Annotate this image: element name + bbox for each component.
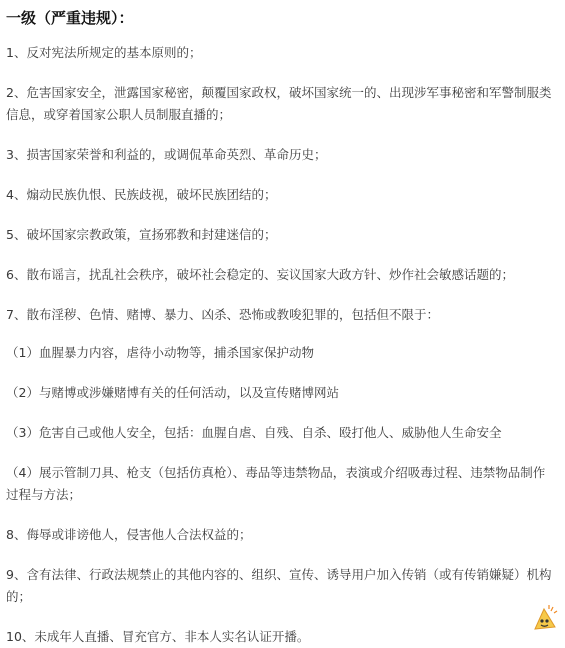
section-heading: 一级（严重违规）： bbox=[6, 9, 134, 27]
rule-item-4: 4、煽动民族仇恨、民族歧视，破坏民族团结的； bbox=[6, 187, 277, 202]
rule-item-2: 2、危害国家安全，泄露国家秘密，颠覆国家政权，破坏国家统一的、出现涉军事秘密和军警制服类信息，或穿着国家公职人员制服直播的； bbox=[6, 85, 552, 122]
rule-item-6: 6、散布谣言，扰乱社会秩序，破坏社会稳定的、妄议国家大政方针、炒作社会敏感话题的； bbox=[6, 267, 514, 282]
cartoon-sticker-icon bbox=[529, 603, 559, 633]
rule-subitem-7-1: （1）血腥暴力内容，虐待小动物等，捕杀国家保护动物 bbox=[6, 345, 314, 360]
rule-subitem-7-3: （3）危害自己或他人安全，包括：血腥自虐、自残、自杀、殴打他人、威胁他人生命安全 bbox=[6, 425, 502, 440]
rule-item-5: 5、破坏国家宗教政策，宣扬邪教和封建迷信的； bbox=[6, 227, 277, 242]
rule-subitem-7-2: （2）与赌博或涉嫌赌博有关的任何活动，以及宣传赌博网站 bbox=[6, 385, 339, 400]
rule-item-8: 8、侮辱或诽谤他人，侵害他人合法权益的； bbox=[6, 527, 252, 542]
rule-item-3: 3、损害国家荣誉和利益的，或调侃革命英烈、革命历史； bbox=[6, 147, 327, 162]
rule-item-1: 1、反对宪法所规定的基本原则的； bbox=[6, 45, 202, 60]
rule-subitem-7-4: （4）展示管制刀具、枪支（包括仿真枪）、毒品等违禁物品，表演或介绍吸毒过程、违禁物品制作过程与方法； bbox=[6, 465, 546, 502]
rule-item-10: 10、未成年人直播、冒充官方、非本人实名认证开播。 bbox=[6, 629, 310, 644]
rule-item-7: 7、散布淫秽、色情、赌博、暴力、凶杀、恐怖或教唆犯罪的，包括但不限于： bbox=[6, 307, 439, 322]
rule-item-9: 9、含有法律、行政法规禁止的其他内容的、组织、宣传、诱导用户加入传销（或有传销嫌疑）机构的； bbox=[6, 567, 552, 604]
